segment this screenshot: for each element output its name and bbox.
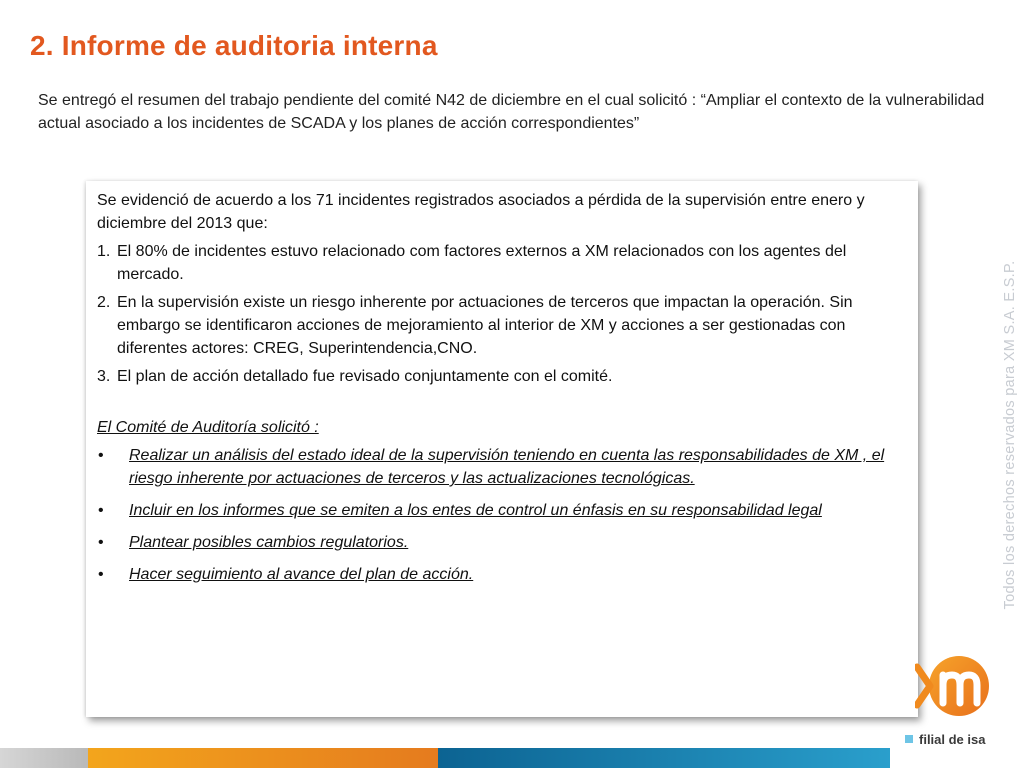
bullet-icon: •	[98, 502, 104, 519]
evidence-item	[97, 240, 898, 286]
committee-request-item	[97, 531, 898, 554]
evidence-item	[97, 365, 898, 388]
evidence-item-number: 3.	[97, 368, 111, 385]
footer-bar-gray	[0, 748, 88, 768]
brand-tagline	[905, 731, 985, 747]
committee-request-item	[97, 563, 898, 586]
content-box	[86, 181, 918, 717]
intro-paragraph: Se entregó el resumen del trabajo pendiente del comité N42 de diciembre en el cual solicitó : “Ampliar el contexto de la vulnerabilidad actual asociado a los incidentes de SCADA y los planes de acción correspondientes”	[38, 92, 985, 132]
copyright-notice: Todos los derechos reservados para XM S.A. E.S.P.	[1002, 260, 1018, 610]
bullet-icon: •	[98, 566, 104, 583]
bullet-icon: •	[98, 447, 104, 464]
evidence-item-text: En la supervisión existe un riesgo inherente por actuaciones de terceros que impactan la operación. Sin embargo se identificaron acciones de mejoramiento al interior de XM y acciones a ser gestionadas con diferentes actores: CREG, Superintendencia,CNO.	[117, 294, 853, 357]
footer-bar-blank	[890, 748, 1024, 768]
committee-request-text: Incluir en los informes que se emiten a los entes de control un énfasis en su responsabilidad legal	[129, 502, 822, 519]
bullet-icon: •	[98, 534, 104, 551]
committee-heading: El Comité de Auditoría solicitó :	[97, 419, 319, 436]
footer-bar-orange	[88, 748, 438, 768]
committee-request-item	[97, 444, 898, 490]
committee-request-text: Realizar un análisis del estado ideal de la supervisión teniendo en cuenta las responsabilidades de XM , el riesgo inherente por actuaciones de terceros y las actualizaciones tecnológicas.	[129, 447, 885, 487]
footer-bar-blue	[438, 748, 890, 768]
slide-title: 2. Informe de auditoria interna	[30, 30, 438, 61]
footer-color-bar	[0, 748, 1024, 768]
committee-request-item	[97, 499, 898, 522]
committee-request-list	[97, 444, 898, 586]
evidence-list	[97, 240, 898, 388]
evidence-item-number: 1.	[97, 243, 111, 260]
committee-request-text: Hacer seguimiento al avance del plan de acción.	[129, 566, 474, 583]
committee-request-text: Plantear posibles cambios regulatorios.	[129, 534, 409, 551]
evidence-item	[97, 291, 898, 360]
evidence-lead: Se evidenció de acuerdo a los 71 incidentes registrados asociados a pérdida de la supervisión entre enero y diciembre del 2013 que:	[97, 192, 865, 232]
tagline-text: filial de isa	[919, 731, 986, 747]
evidence-item-text: El 80% de incidentes estuvo relacionado com factores externos a XM relacionados con los agentes del mercado.	[117, 243, 847, 283]
xm-logo-icon	[915, 655, 991, 721]
evidence-item-text: El plan de acción detallado fue revisado conjuntamente con el comité.	[117, 368, 613, 385]
evidence-item-number: 2.	[97, 294, 111, 311]
square-icon	[905, 735, 913, 743]
